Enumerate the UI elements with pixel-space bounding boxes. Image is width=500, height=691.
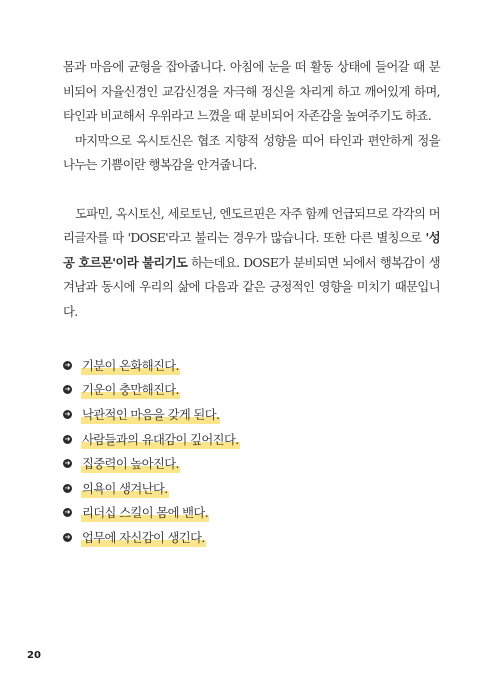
arrow-circle-icon: ➜ xyxy=(64,459,71,468)
arrow-circle-icon: ➜ xyxy=(64,532,71,541)
arrow-circle-icon: ➜ xyxy=(64,483,71,492)
arrow-circle-icon: ➜ xyxy=(64,385,71,394)
benefits-list xyxy=(63,353,440,550)
list-item-text: 집중력이 높아진다. xyxy=(81,454,180,473)
arrow-circle-icon: ➜ xyxy=(64,434,71,443)
list-item-text: 의욕이 생겨난다. xyxy=(81,479,169,498)
list-item xyxy=(63,525,440,550)
list-item-text: 기분이 온화해진다. xyxy=(81,356,180,375)
arrow-circle-icon: ➜ xyxy=(64,360,71,369)
list-item xyxy=(63,353,440,378)
paragraph-1: 몸과 마음에 균형을 잡아줍니다. 아침에 눈을 떠 활동 상태에 들어갈 때 분비되어 자율신경인 교감신경을 자극해 정신을 차리게 하고 깨어있게 하며, 타인과 비교해서 우위라고 느꼈을 때 분비되어 자존감을 높여주기도 하죠. xyxy=(63,60,440,123)
list-item-text: 기운이 충만해진다. xyxy=(81,380,180,399)
list-item xyxy=(63,501,440,526)
list-item xyxy=(63,451,440,476)
paragraph-2: 마지막으로 옥시토신은 협조 지향적 성향을 띠어 타인과 편안하게 정을 나누는 기쁨이란 행복감을 안겨줍니다. xyxy=(63,133,440,172)
page-content xyxy=(63,55,440,550)
paragraph-3-text-start: 도파민, 옥시토신, 세로토닌, 엔도르핀은 자주 함께 언급되므로 각각의 머리글자를 따 'DOSE'라고 불리는 경우가 많습니다. 또한 다른 별칭으로 xyxy=(63,206,440,245)
list-item-text: 낙관적인 마음을 갖게 된다. xyxy=(81,405,220,424)
list-item-text: 사람들과의 유대감이 깊어진다. xyxy=(81,430,240,449)
list-item xyxy=(63,378,440,403)
page-number: 20 xyxy=(27,650,41,661)
list-item xyxy=(63,476,440,501)
paragraph-3-emphasis: '성공 호르몬'이라 불리기도 xyxy=(63,230,440,270)
paragraph-3 xyxy=(63,202,440,325)
list-item xyxy=(63,427,440,452)
list-item xyxy=(63,402,440,427)
paragraph-3-text-end: 하는데요. DOSE가 분비되면 뇌에서 행복감이 생겨남과 동시에 우리의 삶에 다음과 같은 긍정적인 영향을 미치기 때문입니다. xyxy=(63,255,440,319)
arrow-circle-icon: ➜ xyxy=(64,409,71,418)
list-item-text: 리더십 스킬이 몸에 밴다. xyxy=(81,503,209,522)
list-item-text: 업무에 자신감이 생긴다. xyxy=(81,528,206,547)
arrow-circle-icon: ➜ xyxy=(64,508,71,517)
